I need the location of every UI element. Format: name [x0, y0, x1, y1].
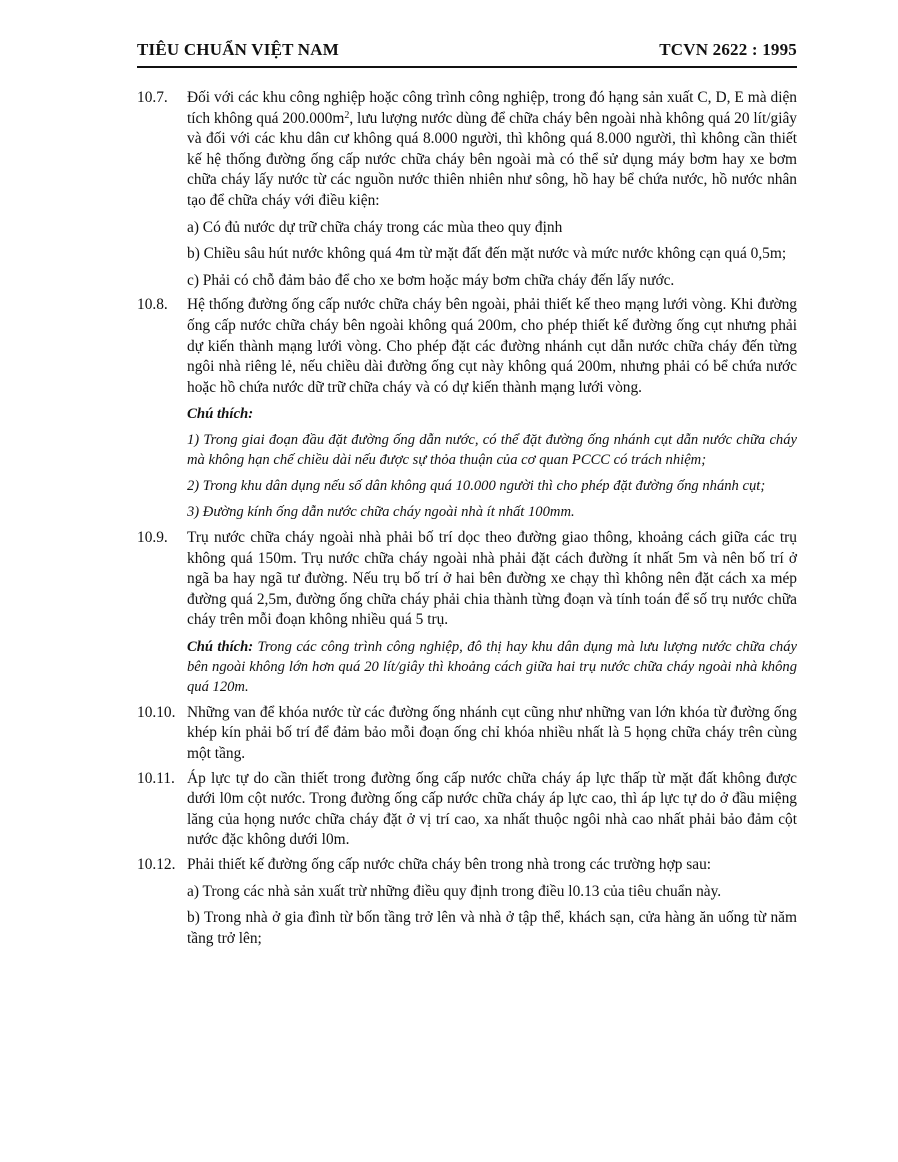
- page-header: [137, 40, 797, 60]
- clause-number: 10.9.: [137, 528, 168, 546]
- clause-paragraph: Những van để khóa nước từ các đường ống nhánh cụt cũng như những van lớn khóa từ đường ống khép kín phải bố trí để đảm bảo mỗi đoạn ống chỉ khóa nhiều nhất là 5 họng chữa cháy trên cùng một tầng.: [187, 703, 797, 763]
- clause-paragraph: [187, 88, 797, 212]
- clause-10-7: [137, 88, 797, 291]
- clause-10-8: [137, 295, 797, 522]
- header-standard-code: TCVN 2622 : 1995: [659, 40, 797, 59]
- superscript: 2: [344, 109, 350, 121]
- clause-number: 10.12.: [137, 856, 176, 874]
- clause-paragraph: Trụ nước chữa cháy ngoài nhà phải bố trí dọc theo đường giao thông, khoảng cách giữa các trụ không quá 150m. Trụ nước chữa cháy ngoài nhà phải đặt cách đường ít nhất 5m và nên bố trí ở ngã ba hay ngã tư đường. Nếu trụ bố trí ở hai bên đường xe chạy thì không nên đặt cách xa mép đường quá 2,5m, đường ống chữa cháy phải chia thành từng đoạn và tính toán để số trụ nước chữa cháy trên mỗi đoạn không nhiều quá 5 trụ.: [187, 528, 797, 629]
- clause-10-9: [137, 528, 797, 697]
- header-rule: [137, 66, 797, 68]
- note-item-1: 1) Trong giai đoạn đầu đặt đường ống dẫn nước, có thể đặt đường ống nhánh cụt dẫn nước chữa cháy mà không hạn chế chiều dài nếu được sự thỏa thuận của cơ quan PCCC có trách nhiệm;: [187, 431, 797, 468]
- clause-number: 10.11.: [137, 769, 175, 787]
- clause-paragraph: Phải thiết kế đường ống cấp nước chữa cháy bên trong nhà trong các trường hợp sau:: [187, 856, 712, 874]
- clause-10-10: [137, 703, 797, 765]
- clause-paragraph: Áp lực tự do cần thiết trong đường ống cấp nước chữa cháy áp lực thấp từ mặt đất không được dưới l0m cột nước. Trong đường ống cấp nước chữa cháy áp lực cao, thì áp lực tự do ở đầu miệng lăng của họng nước chữa cháy đặt ở vị trí cao, xa nhất thuộc ngôi nhà cao nhất phải bảo đảm cột nước đặc không dưới l0m.: [187, 769, 797, 849]
- header-standard-title: TIÊU CHUẨN VIỆT NAM: [137, 40, 340, 59]
- note-heading: Chú thích:: [187, 638, 254, 655]
- note-paragraph: [187, 637, 797, 697]
- note-item-3: 3) Đường kính ống dẫn nước chữa cháy ngoài nhà ít nhất 100mm.: [187, 503, 575, 520]
- note-heading: Chú thích:: [187, 406, 254, 423]
- condition-b: b) Chiều sâu hút nước không quá 4m từ mặt đất đến mặt nước và mức nước không cạn quá 0,5m;: [187, 245, 787, 263]
- condition-a: a) Trong các nhà sản xuất trừ những điều quy định trong điều l0.13 của tiêu chuẩn này.: [187, 882, 722, 900]
- clause-10-12: [137, 855, 797, 949]
- clause-number: 10.8.: [137, 296, 168, 314]
- document-body: [137, 88, 797, 953]
- clause-paragraph: Hệ thống đường ống cấp nước chữa cháy bên ngoài, phải thiết kế theo mạng lưới vòng. Khi đường ống cấp nước chữa cháy bên ngoài không quá 200m, cho phép thiết kế đường ống cụt nhưng phải dự kiến thành mạng lưới vòng. Cho phép đặt các đường nhánh cụt dẫn nước chữa cháy đến từng ngôi nhà riêng lẻ, nếu chiều dài đường ống cụt này không quá 200m, nhưng phải có bể chứa nước hoặc hồ chứa nước dữ trữ chữa cháy và có dự kiến thành mạng lưới vòng.: [187, 296, 797, 396]
- condition-b: b) Trong nhà ở gia đình từ bốn tầng trở lên và nhà ở tập thể, khách sạn, cửa hàng ăn uống từ năm tầng trở lên;: [187, 909, 797, 947]
- clause-text-cont: , lưu lượng nước dùng để chữa cháy bên ngoài nhà không quá 20 lít/giây và đối với các khu dân cư không quá 8.000 người, thì không quá 8.000 người, thì không cần thiết kế hệ thống đường ống cấp nước chữa cháy bên ngoài mà có thể sử dụng máy bơm hay xe bơm chữa cháy lấy nước từ các nguồn nước thiên nhiên như sông, hồ hay bể chứa nước, hồ nước nhân tạo để chữa cháy với điều kiện:: [187, 109, 798, 209]
- note-item-2: 2) Trong khu dân dụng nếu số dân không quá 10.000 người thì cho phép đặt đường ống nhánh cụt;: [187, 477, 766, 494]
- clause-number: 10.7.: [137, 89, 168, 106]
- clause-text: Đối với các khu công nghiệp hoặc công trình công nghiệp, trong đó hạng sản xuất C, D, E mà diện tích không quá 200.000m: [187, 89, 797, 127]
- clause-10-11: [137, 769, 797, 851]
- condition-c: c) Phải có chỗ đảm bảo để cho xe bơm hoặc máy bơm chữa cháy đến lấy nước.: [187, 271, 675, 289]
- clause-number: 10.10.: [137, 703, 176, 721]
- note-text: Trong các công trình công nghiệp, đô thị hay khu dân dụng mà lưu lượng nước chữa cháy bên ngoài không lớn hơn quá 20 lít/giây thì khoảng cách giữa hai trụ nước chữa cháy ngoài nhà không quá 120m.: [187, 638, 797, 695]
- condition-a: a) Có đủ nước dự trữ chữa cháy trong các mùa theo quy định: [187, 218, 563, 236]
